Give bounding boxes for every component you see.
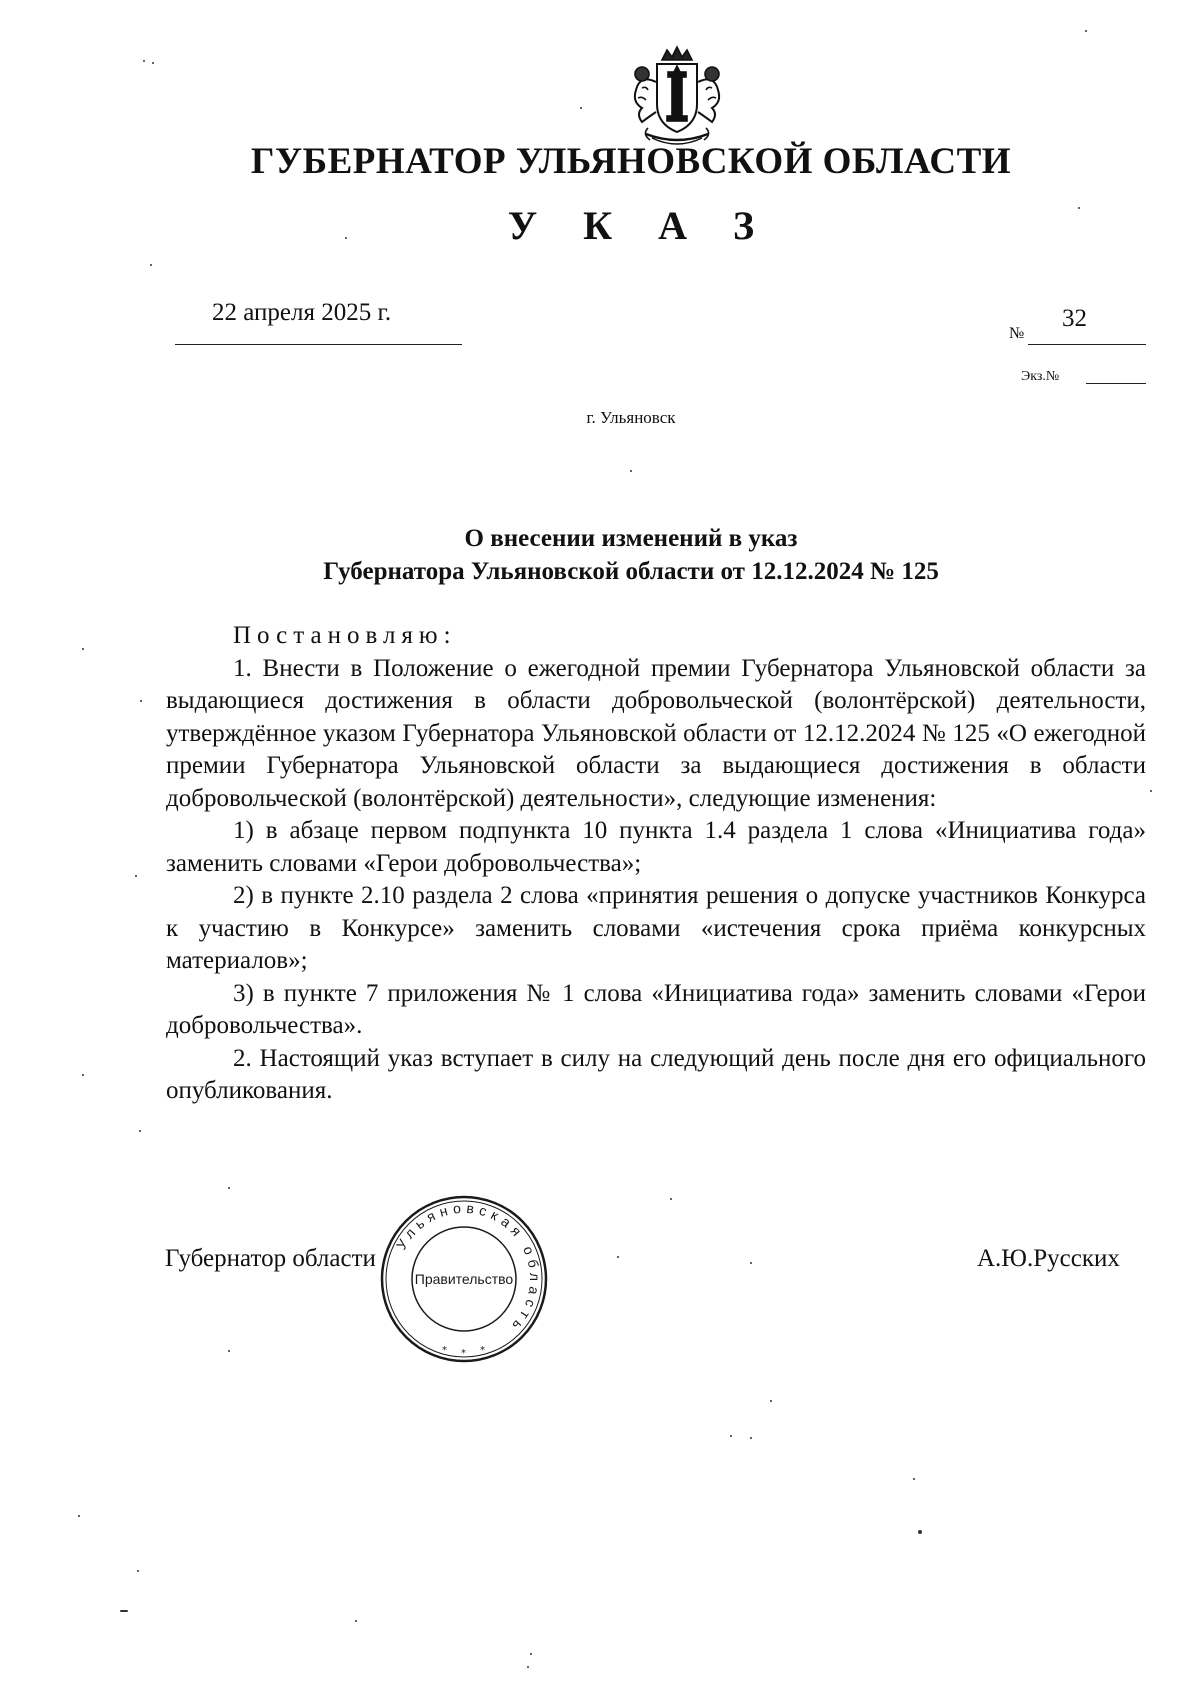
clause-1-item-3: 3) в пункте 7 приложения № 1 слова «Инициатива года» заменить словами «Герои добровольчества». [166, 979, 1146, 1039]
clause-1-item-1: 1) в абзаце первом подпункта 10 пункта 1.4 раздела 1 слова «Инициатива года» заменить словами «Герои добровольчества»; [166, 817, 1146, 877]
svg-text:*: * [442, 1345, 447, 1356]
coat-of-arms-icon [612, 42, 742, 152]
number-underline [1028, 344, 1146, 345]
clause-1-item-2: 2) в пункте 2.10 раздела 2 слова «принятия решения о допуске участников Конкурса к участию в Конкурсе» заменить словами «истечения срока приёма конкурсных материалов»; [166, 882, 1146, 974]
issuing-authority: ГУБЕРНАТОР УЛЬЯНОВСКОЙ ОБЛАСТИ [250, 141, 1012, 182]
date-underline [175, 344, 462, 345]
clause-2: 2. Настоящий указ вступает в силу на следующий день после дня его официального опубликования. [166, 1044, 1146, 1104]
copy-number-underline [1086, 383, 1146, 384]
decree-date: 22 апреля 2025 г. [212, 299, 392, 326]
signer-position: Губернатор области [165, 1245, 376, 1272]
decree-body [166, 620, 1146, 1108]
signer-name: А.Ю.Русских [977, 1245, 1120, 1272]
document-type: У К А З [507, 203, 773, 248]
clause-1: 1. Внести в Положение о ежегодной премии Губернатора Ульяновской области за выдающиеся достижения в области добровольческой (волонтёрской) деятельности, утверждённое указом Губернатора Ульяновской области от 12.12.2024 № 125 «О ежегодной премии Губернатора Ульяновской области за выдающиеся достижения в области добровольческой (волонтёрской) деятельности», следующие изменения: [166, 654, 1146, 812]
copy-number-label: Экз.№ [1021, 369, 1060, 384]
decree-title-line-1: О внесении изменений в указ [464, 525, 798, 552]
svg-text:*: * [461, 1348, 466, 1359]
decree-title [0, 522, 1200, 588]
decree-title-line-2: Губернатора Ульяновской области от 12.12.2024 № 125 [323, 558, 939, 585]
official-seal-icon [378, 1193, 550, 1365]
decree-number: 32 [1062, 305, 1087, 332]
resolve-word: Постановляю: [233, 622, 457, 649]
number-sign: № [1009, 325, 1025, 342]
issue-city: г. Ульяновск [586, 408, 676, 427]
svg-text:*: * [480, 1345, 485, 1356]
seal-ring-text: Ульяновская область [392, 1199, 544, 1338]
seal-center-text: Правительство [414, 1271, 514, 1287]
